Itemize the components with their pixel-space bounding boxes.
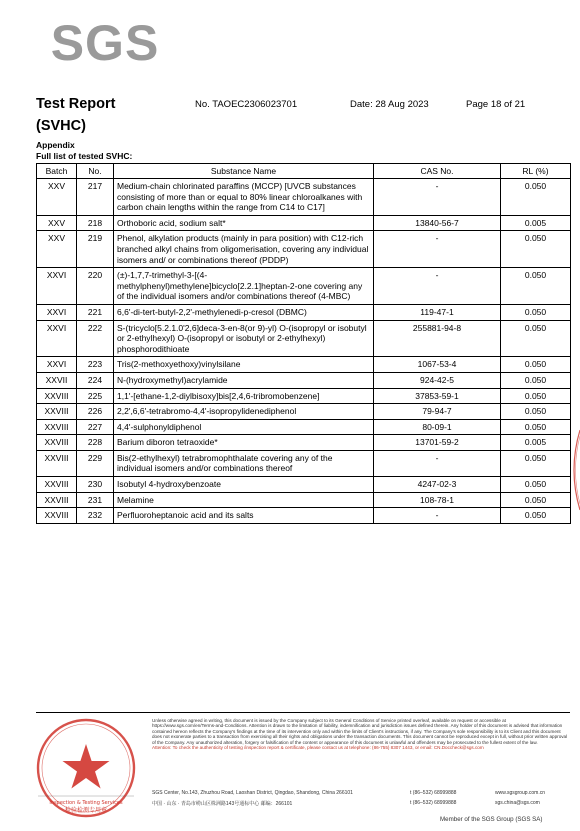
- table-row: [37, 435, 571, 451]
- authenticity-notice: Attention: To check the authenticity of testing /inspection report & certificate, please contact us at telephone: (86-755) 8307 1443, or email: CN.Doccheck@sgs.com: [152, 745, 484, 751]
- cell-cas-no: 13701-59-2: [374, 435, 501, 451]
- page-number: Page 18 of 21: [466, 99, 526, 110]
- cell-batch: XXVI: [37, 268, 77, 305]
- table-row: [37, 357, 571, 373]
- cell-rl: 0.050: [501, 372, 571, 388]
- cell-cas-no: 37853-59-1: [374, 388, 501, 404]
- cell-no: 219: [77, 231, 114, 268]
- cell-rl: 0.050: [501, 404, 571, 420]
- cell-no: 230: [77, 477, 114, 493]
- cell-batch: XXV: [37, 179, 77, 216]
- cell-batch: XXVIII: [37, 388, 77, 404]
- cell-no: 221: [77, 304, 114, 320]
- cell-cas-no: -: [374, 231, 501, 268]
- table-body: [37, 179, 571, 524]
- disclaimer-text: Unless otherwise agreed in writing, this document is issued by the Company subject to its General Conditions of Service printed overleaf, available on request or accessible at https://www.sgs.com/en/Terms-and-Conditions. Attention is drawn to the limitation of liability, indemnification and jurisdiction issues defined therein. Any holder of this document is advised that information contained hereon reflects the Company's findings at the time of its intervention only and within the limits of Client's instructions, if any. The Company's sole responsibility is to its Client and this document does not exonerate parties to a transaction from exercising all their rights and obligations under the transaction documents. This document cannot be reproduced except in full, without prior written approval of the Company. Any unauthorized alteration, forgery or falsification of the content or appearance of this document is unlawful and offenders may be prosecuted to the fullest extent of the law.: [152, 718, 568, 745]
- cell-batch: XXVIII: [37, 492, 77, 508]
- cell-batch: XXVIII: [37, 477, 77, 493]
- cell-substance-name: Barium diboron tetraoxide*: [114, 435, 374, 451]
- address-en: SGS Center, No.143, Zhuzhou Road, Laoshan District, Qingdao, Shandong, China 266101: [152, 790, 353, 796]
- seal-star-icon: [63, 744, 110, 789]
- cell-rl: 0.050: [501, 492, 571, 508]
- table-row: [37, 508, 571, 524]
- cell-no: 226: [77, 404, 114, 420]
- telephone-2: t (86–532) 68999888: [410, 800, 457, 806]
- cell-substance-name: N-(hydroxymethyl)acrylamide: [114, 372, 374, 388]
- sgs-logo-text: SGS: [50, 15, 160, 71]
- cell-batch: XXVIII: [37, 419, 77, 435]
- cell-no: 225: [77, 388, 114, 404]
- address-cn: 中国 · 山东 · 青岛市崂山区株洲路143号通标中心 邮编：266101: [152, 801, 293, 807]
- cell-no: 231: [77, 492, 114, 508]
- cell-substance-name: S-(tricyclo[5.2.1.0'2,6]deca-3-en-8(or 9)-yl) O-(isopropyl or isobutyl or 2-ethylhexyl) O-(isopropyl or isobutyl or 2-ethylhexyl) phosphorodithioate: [114, 320, 374, 357]
- table-row: [37, 492, 571, 508]
- cell-rl: 0.050: [501, 304, 571, 320]
- report-title: Test Report: [36, 96, 116, 112]
- col-header-cas: CAS No.: [374, 164, 501, 179]
- footer-divider: [36, 712, 570, 713]
- telephone-1: t (86–532) 68999888: [410, 790, 457, 796]
- report-date: Date: 28 Aug 2023: [350, 99, 429, 110]
- cell-substance-name: Medium-chain chlorinated paraffins (MCCP) [UVCB substances consisting of more than or equal to 80% linear chloroalkanes with carbon chain lengths within the range from C14 to C17]: [114, 179, 374, 216]
- table-row: [37, 179, 571, 216]
- sgs-logo: [50, 15, 160, 71]
- cell-cas-no: -: [374, 268, 501, 305]
- cell-substance-name: Perfluoroheptanoic acid and its salts: [114, 508, 374, 524]
- cell-substance-name: 6,6'-di-tert-butyl-2,2'-methylenedi-p-cresol (DBMC): [114, 304, 374, 320]
- cell-no: 228: [77, 435, 114, 451]
- cell-substance-name: 1,1'-[ethane-1,2-diylbisoxy]bis[2,4,6-tribromobenzene]: [114, 388, 374, 404]
- cell-cas-no: 1067-53-4: [374, 357, 501, 373]
- cell-substance-name: Isobutyl 4-hydroxybenzoate: [114, 477, 374, 493]
- cell-cas-no: 119-47-1: [374, 304, 501, 320]
- cell-no: 218: [77, 215, 114, 231]
- inspection-seal: [34, 716, 138, 820]
- cell-rl: 0.050: [501, 477, 571, 493]
- cell-substance-name: Phenol, alkylation products (mainly in para position) with C12-rich branched alkyl chains from oligomerisation, covering any individual isomers and/ or combinations thereof (PDDP): [114, 231, 374, 268]
- cell-substance-name: Bis(2-ethylhexyl) tetrabromophthalate covering any of the individual isomers and/or combinations thereof: [114, 450, 374, 476]
- cell-cas-no: -: [374, 508, 501, 524]
- website-link[interactable]: www.sgsgroup.com.cn: [495, 790, 546, 796]
- cell-rl: 0.050: [501, 508, 571, 524]
- svhc-table: [36, 163, 571, 524]
- cell-cas-no: 13840-56-7: [374, 215, 501, 231]
- cell-rl: 0.050: [501, 231, 571, 268]
- cell-batch: XXVI: [37, 304, 77, 320]
- legal-disclaimer: [152, 718, 570, 750]
- cell-cas-no: -: [374, 450, 501, 476]
- cell-rl: 0.050: [501, 179, 571, 216]
- cell-cas-no: 80-09-1: [374, 419, 501, 435]
- table-row: [37, 215, 571, 231]
- cell-batch: XXVIII: [37, 404, 77, 420]
- cell-batch: XXVIII: [37, 435, 77, 451]
- cell-rl: 0.005: [501, 435, 571, 451]
- table-row: [37, 404, 571, 420]
- cell-rl: 0.050: [501, 419, 571, 435]
- cell-substance-name: 2,2',6,6'-tetrabromo-4,4'-isopropylidenediphenol: [114, 404, 374, 420]
- cell-batch: XXVI: [37, 320, 77, 357]
- cell-substance-name: Tris(2-methoxyethoxy)vinylsilane: [114, 357, 374, 373]
- cell-no: 220: [77, 268, 114, 305]
- col-header-rl: RL (%): [501, 164, 571, 179]
- cell-no: 217: [77, 179, 114, 216]
- seal-label-en: Inspection & Testing Services: [49, 800, 123, 806]
- table-row: [37, 304, 571, 320]
- side-seal-fragment: [566, 430, 580, 510]
- cell-cas-no: 108-78-1: [374, 492, 501, 508]
- table-row: [37, 419, 571, 435]
- member-of-sgs: Member of the SGS Group (SGS SA): [440, 816, 543, 823]
- table-row: [37, 372, 571, 388]
- cell-substance-name: (±)-1,7,7-trimethyl-3-[(4-methylphenyl)methylene]bicyclo[2.2.1]heptan-2-one covering any of the individual isomers and/or combinations thereof (4-MBC): [114, 268, 374, 305]
- cell-no: 232: [77, 508, 114, 524]
- cell-no: 229: [77, 450, 114, 476]
- email-link[interactable]: sgs.china@sgs.com: [495, 800, 540, 806]
- table-row: [37, 231, 571, 268]
- table-row: [37, 388, 571, 404]
- cell-substance-name: Orthoboric acid, sodium salt*: [114, 215, 374, 231]
- cell-batch: XXVI: [37, 357, 77, 373]
- cell-batch: XXV: [37, 215, 77, 231]
- table-header-row: [37, 164, 571, 179]
- cell-substance-name: 4,4'-sulphonyldiphenol: [114, 419, 374, 435]
- cell-batch: XXVII: [37, 372, 77, 388]
- cell-rl: 0.005: [501, 215, 571, 231]
- appendix-heading: Appendix: [36, 140, 75, 150]
- cell-no: 227: [77, 419, 114, 435]
- table-row: [37, 477, 571, 493]
- cell-cas-no: 924-42-5: [374, 372, 501, 388]
- table-row: [37, 320, 571, 357]
- cell-no: 222: [77, 320, 114, 357]
- cell-rl: 0.050: [501, 357, 571, 373]
- cell-rl: 0.050: [501, 268, 571, 305]
- report-number: No. TAOEC2306023701: [195, 99, 298, 110]
- table-row: [37, 268, 571, 305]
- cell-no: 224: [77, 372, 114, 388]
- col-header-batch: Batch: [37, 164, 77, 179]
- report-subtitle: (SVHC): [36, 118, 86, 134]
- cell-cas-no: 255881-94-8: [374, 320, 501, 357]
- cell-substance-name: Melamine: [114, 492, 374, 508]
- col-header-no: No.: [77, 164, 114, 179]
- cell-batch: XXVIII: [37, 508, 77, 524]
- cell-batch: XXV: [37, 231, 77, 268]
- cell-rl: 0.050: [501, 320, 571, 357]
- seal-label-cn: 检验检测专用章: [64, 807, 108, 814]
- table-row: [37, 450, 571, 476]
- cell-cas-no: 79-94-7: [374, 404, 501, 420]
- cell-cas-no: -: [374, 179, 501, 216]
- cell-rl: 0.050: [501, 450, 571, 476]
- cell-cas-no: 4247-02-3: [374, 477, 501, 493]
- cell-no: 223: [77, 357, 114, 373]
- cell-rl: 0.050: [501, 388, 571, 404]
- cell-batch: XXVIII: [37, 450, 77, 476]
- full-list-heading: Full list of tested SVHC:: [36, 151, 133, 161]
- col-header-substance: Substance Name: [114, 164, 374, 179]
